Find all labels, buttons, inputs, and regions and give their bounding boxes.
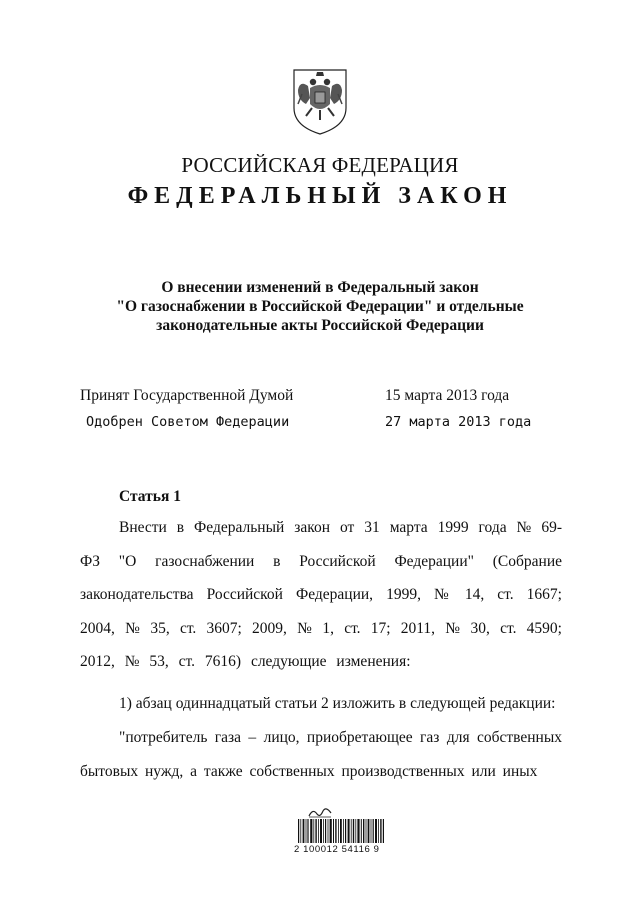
duma-adoption-label: Принят Государственной Думой [80, 387, 294, 404]
article-heading: Статья 1 [119, 488, 181, 505]
country-heading: РОССИЙСКАЯ ФЕДЕРАЦИЯ [181, 153, 459, 177]
council-approval-label: Одобрен Советом Федерации [86, 414, 290, 430]
law-title-line: О внесении изменений в Федеральный закон [161, 279, 479, 296]
footer-mark-icon [307, 806, 333, 818]
barcode-icon [298, 819, 384, 843]
law-title-line: "О газоснабжении в Российской Федерации" и отдельные [116, 298, 524, 315]
law-title-line: законодательные акты Российской Федерации [156, 317, 484, 334]
barcode-number: 2 100012 54116 9 [294, 844, 380, 855]
article-paragraph: 1) абзац одиннадцатый статьи 2 изложить в следующей редакции: [119, 695, 556, 712]
council-approval-date: 27 марта 2013 года [385, 414, 532, 430]
law-title [60, 278, 580, 335]
article-paragraph: Внести в Федеральный закон от 31 марта 1999 года № 69-ФЗ "О газоснабжении в Российской Федерации" (Собрание законодательства Российской Федерации, 1999, № 14, ст. 1667; 2004, № 35, ст. 3607; 2009, № 1, ст. 17; 2011, № 30, ст. 4590; 2012, № 53, ст. 7616) следующие изменения: [80, 519, 562, 671]
coat-of-arms-emblem [288, 64, 352, 136]
document-type-heading: ФЕДЕРАЛЬНЫЙ ЗАКОН [127, 183, 513, 209]
article-paragraph: "потребитель газа – лицо, приобретающее газ для собственных бытовых нужд, а также собственных производственных или иных [80, 729, 562, 780]
duma-adoption-date: 15 марта 2013 года [385, 387, 510, 404]
